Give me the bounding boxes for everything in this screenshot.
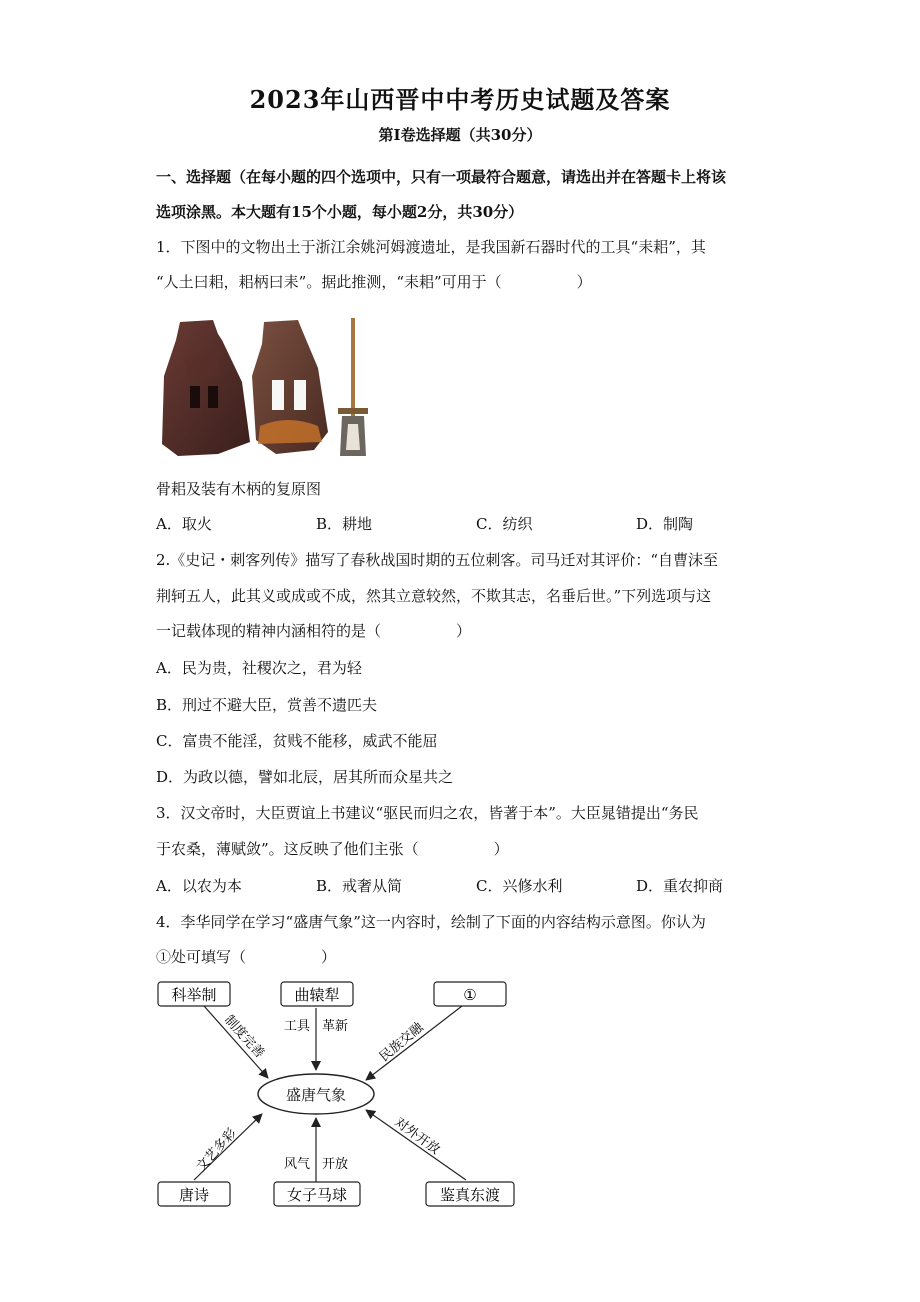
box-jianzhen: 鉴真东渡: [439, 1186, 501, 1204]
box-polo: 女子马球: [286, 1186, 348, 1204]
box-tangshi: 唐诗: [178, 1186, 210, 1204]
q2-option-d[interactable]: D．为政以德，譬如北辰，居其所而众星共之: [156, 768, 454, 786]
tang-structure-diagram: [150, 970, 530, 1220]
reconstructed-tool: [338, 318, 368, 456]
q1-image-caption: 骨耜及装有木柄的复原图: [156, 480, 322, 498]
center-label: 盛唐气象: [285, 1086, 347, 1104]
q2-stem-line-1: 2.《史记・刺客列传》描写了春秋战国时期的五位刺客。司马迁对其评价：“自曹沫至: [156, 551, 718, 569]
bone-spade-2: [252, 320, 328, 454]
label-kaifang: 开放: [322, 1157, 349, 1172]
bone-spade-1: [162, 320, 250, 456]
arrow-jianzhen: [366, 1110, 466, 1180]
label-zhidu: 制度完善: [221, 1012, 267, 1062]
q2-option-c[interactable]: C．富贵不能淫，贫贱不能移，威武不能屈: [156, 732, 438, 750]
q3-option-d[interactable]: D．重农抑商: [636, 877, 724, 895]
label-gexin: 革新: [322, 1019, 349, 1034]
label-gongju: 工具: [283, 1019, 310, 1034]
label-wenyi: 文艺多彩: [193, 1125, 240, 1175]
page-title: 2023年山西晋中中考历史试题及答案: [249, 85, 671, 114]
arrow-blank: [366, 1006, 462, 1080]
q1-stem-line-1: 1．下图中的文物出土于浙江余姚河姆渡遗址，是我国新石器时代的工具“耒耜”，其: [156, 238, 706, 256]
q4-stem-line-1: 4．李华同学在学习“盛唐气象”这一内容时，绘制了下面的内容结构示意图。你认为: [156, 913, 706, 931]
box-blank[interactable]: ①: [463, 986, 477, 1004]
q1-option-b[interactable]: B．耕地: [316, 515, 373, 533]
artifact-photo: [158, 316, 370, 466]
label-fengqi: 风气: [283, 1157, 310, 1172]
q4-stem-line-2: ①处可填写（ ）: [156, 948, 337, 966]
q3-option-c[interactable]: C．兴修水利: [476, 877, 563, 895]
q3-option-a[interactable]: A．以农为本: [156, 877, 242, 895]
q2-option-a[interactable]: A．民为贵，社稷次之，君为轻: [156, 659, 362, 677]
label-duiwai: 对外开放: [391, 1115, 443, 1158]
q3-option-b[interactable]: B．戒奢从简: [316, 877, 403, 895]
label-minzu: 民族交融: [376, 1020, 427, 1066]
q1-option-d[interactable]: D．制陶: [636, 515, 694, 533]
section-subtitle: 第Ⅰ卷选择题（共30分）: [378, 126, 542, 144]
box-quyuanli: 曲辕犁: [294, 986, 340, 1004]
q2-stem-line-3: 一记载体现的精神内涵相符的是（ ）: [156, 622, 472, 640]
q1-stem-line-2: “人土曰耜，耜柄曰耒”。据此推测，“耒耜”可用于（ ）: [156, 273, 592, 291]
q1-option-a[interactable]: A．取火: [156, 515, 212, 533]
q1-option-c[interactable]: C．纺织: [476, 515, 533, 533]
box-keju: 科举制: [171, 986, 217, 1004]
q3-stem-line-2: 于农桑，薄赋敛”。这反映了他们主张（ ）: [156, 840, 509, 858]
q2-option-b[interactable]: B．刑过不避大臣，赏善不遗匹夫: [156, 696, 378, 714]
q2-stem-line-2: 荆轲五人，此其义或成或不成，然其立意较然，不欺其志，名垂后世。”下列选项与这: [156, 587, 712, 605]
section-instruction-line-1: 一、选择题（在每小题的四个选项中，只有一项最符合题意，请选出并在答题卡上将该: [156, 168, 727, 186]
section-instruction-line-2: 选项涂黑。本大题有15个小题，每小题2分，共30分）: [156, 203, 524, 221]
q3-stem-line-1: 3．汉文帝时，大臣贾谊上书建议“驱民而归之农，皆著于本”。大臣晁错提出“务民: [156, 804, 699, 822]
